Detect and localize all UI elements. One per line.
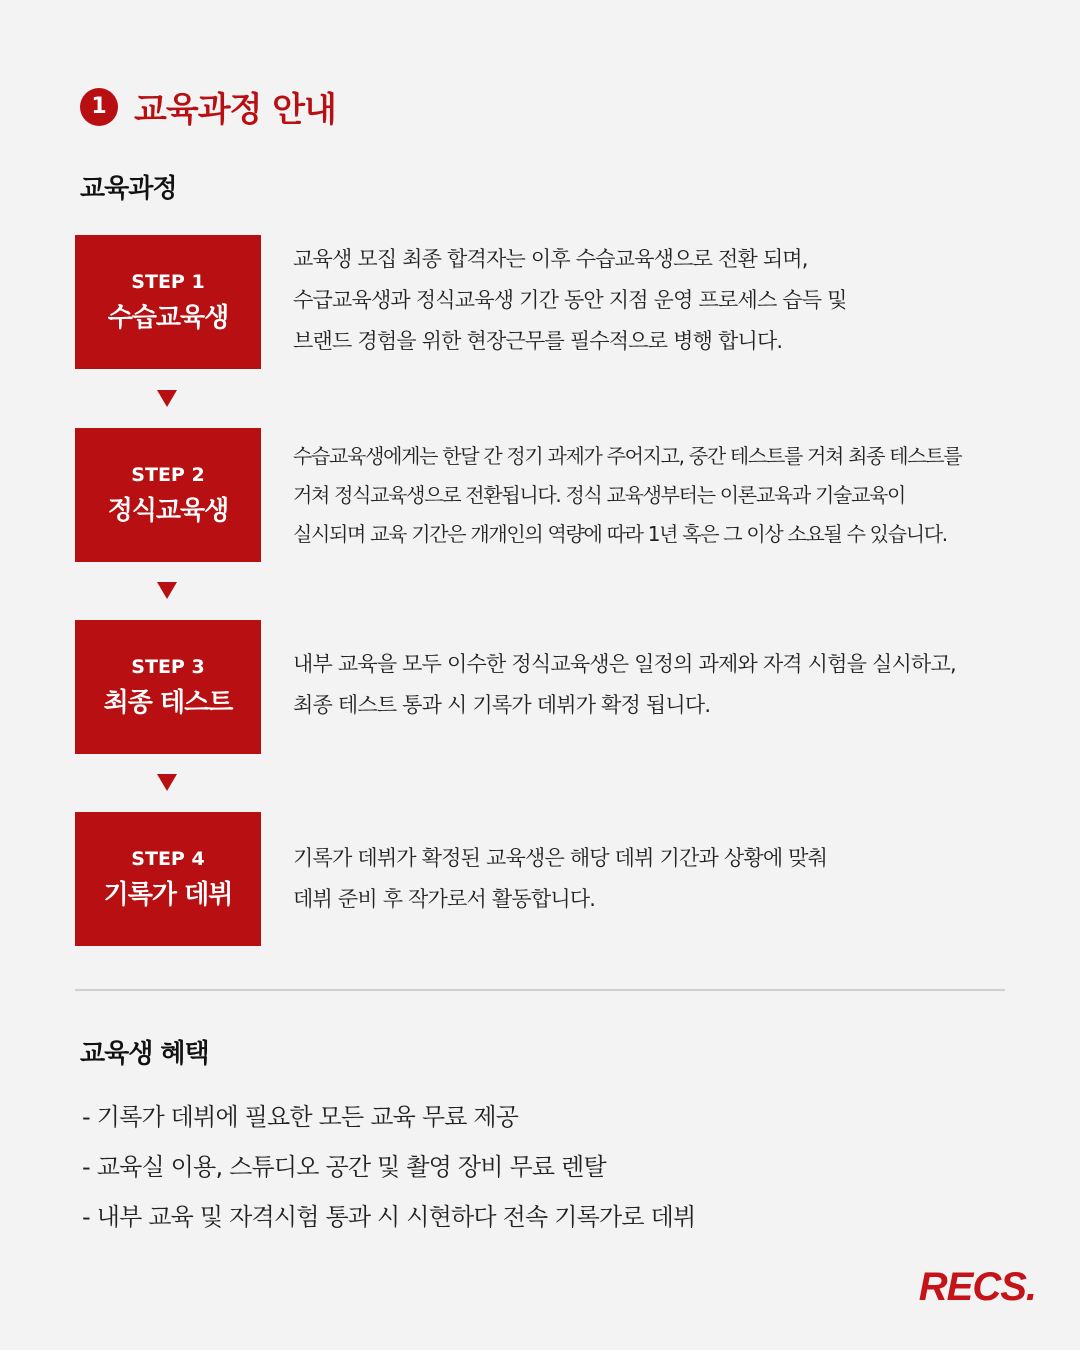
down-arrow-icon [157,774,177,791]
description-line: 최종 테스트 통과 시 기록가 데뷔가 확정 됩니다. [293,693,711,717]
description-line: 실시되며 교육 기간은 개개인의 역량에 따라 1년 혹은 그 이상 소요될 수 있습니다. [293,522,947,546]
section-title: 교육과정 안내 [134,90,336,130]
section-number-badge: 1 [80,88,118,126]
description-line: 수습교육생에게는 한달 간 정기 과제가 주어지고, 중간 테스트를 거쳐 최종 테스트를 [293,444,962,468]
step-2-description [293,437,1033,554]
step-4-description [293,838,1033,920]
step-label: STEP 1 [131,270,205,293]
step-1-box [75,235,261,369]
benefits-list [82,1092,695,1242]
step-name: 정식교육생 [107,495,229,526]
benefit-item: - 내부 교육 및 자격시험 통과 시 시현하다 전속 기록가로 데뷔 [82,1203,696,1231]
description-line: 내부 교육을 모두 이수한 정식교육생은 일정의 과제와 자격 시험을 실시하고, [293,652,956,676]
step-label: STEP 2 [131,463,205,486]
step-1-description [293,239,1033,362]
step-4-box [75,812,261,946]
down-arrow-icon [157,582,177,599]
step-3-description [293,644,1033,726]
course-subtitle: 교육과정 [80,174,177,204]
step-name: 최종 테스트 [103,687,233,718]
benefits-subtitle: 교육생 혜택 [80,1039,209,1069]
section-heading [80,82,336,131]
description-line: 수급교육생과 정식교육생 기간 동안 지점 운영 프로세스 습득 및 [293,288,847,312]
down-arrow-icon [157,390,177,407]
description-line: 교육생 모집 최종 합격자는 이후 수습교육생으로 전환 되며, [293,247,808,271]
description-line: 데뷔 준비 후 작가로서 활동합니다. [293,887,596,911]
description-line: 기록가 데뷔가 확정된 교육생은 해당 데뷔 기간과 상황에 맞춰 [293,846,828,870]
step-label: STEP 3 [131,655,205,678]
step-2-box [75,428,261,562]
description-line: 거쳐 정식교육생으로 전환됩니다. 정식 교육생부터는 이론교육과 기술교육이 [293,483,906,507]
description-line: 브랜드 경험을 위한 현장근무를 필수적으로 병행 합니다. [293,329,783,353]
step-label: STEP 4 [131,847,205,870]
step-name: 수습교육생 [107,302,229,333]
recs-logo: RECS. [918,1265,1036,1309]
step-3-box [75,620,261,754]
benefit-item: - 기록가 데뷔에 필요한 모든 교육 무료 제공 [82,1103,519,1131]
section-divider [75,989,1005,991]
step-name: 기록가 데뷔 [103,879,233,910]
benefit-item: - 교육실 이용, 스튜디오 공간 및 촬영 장비 무료 렌탈 [82,1153,606,1181]
